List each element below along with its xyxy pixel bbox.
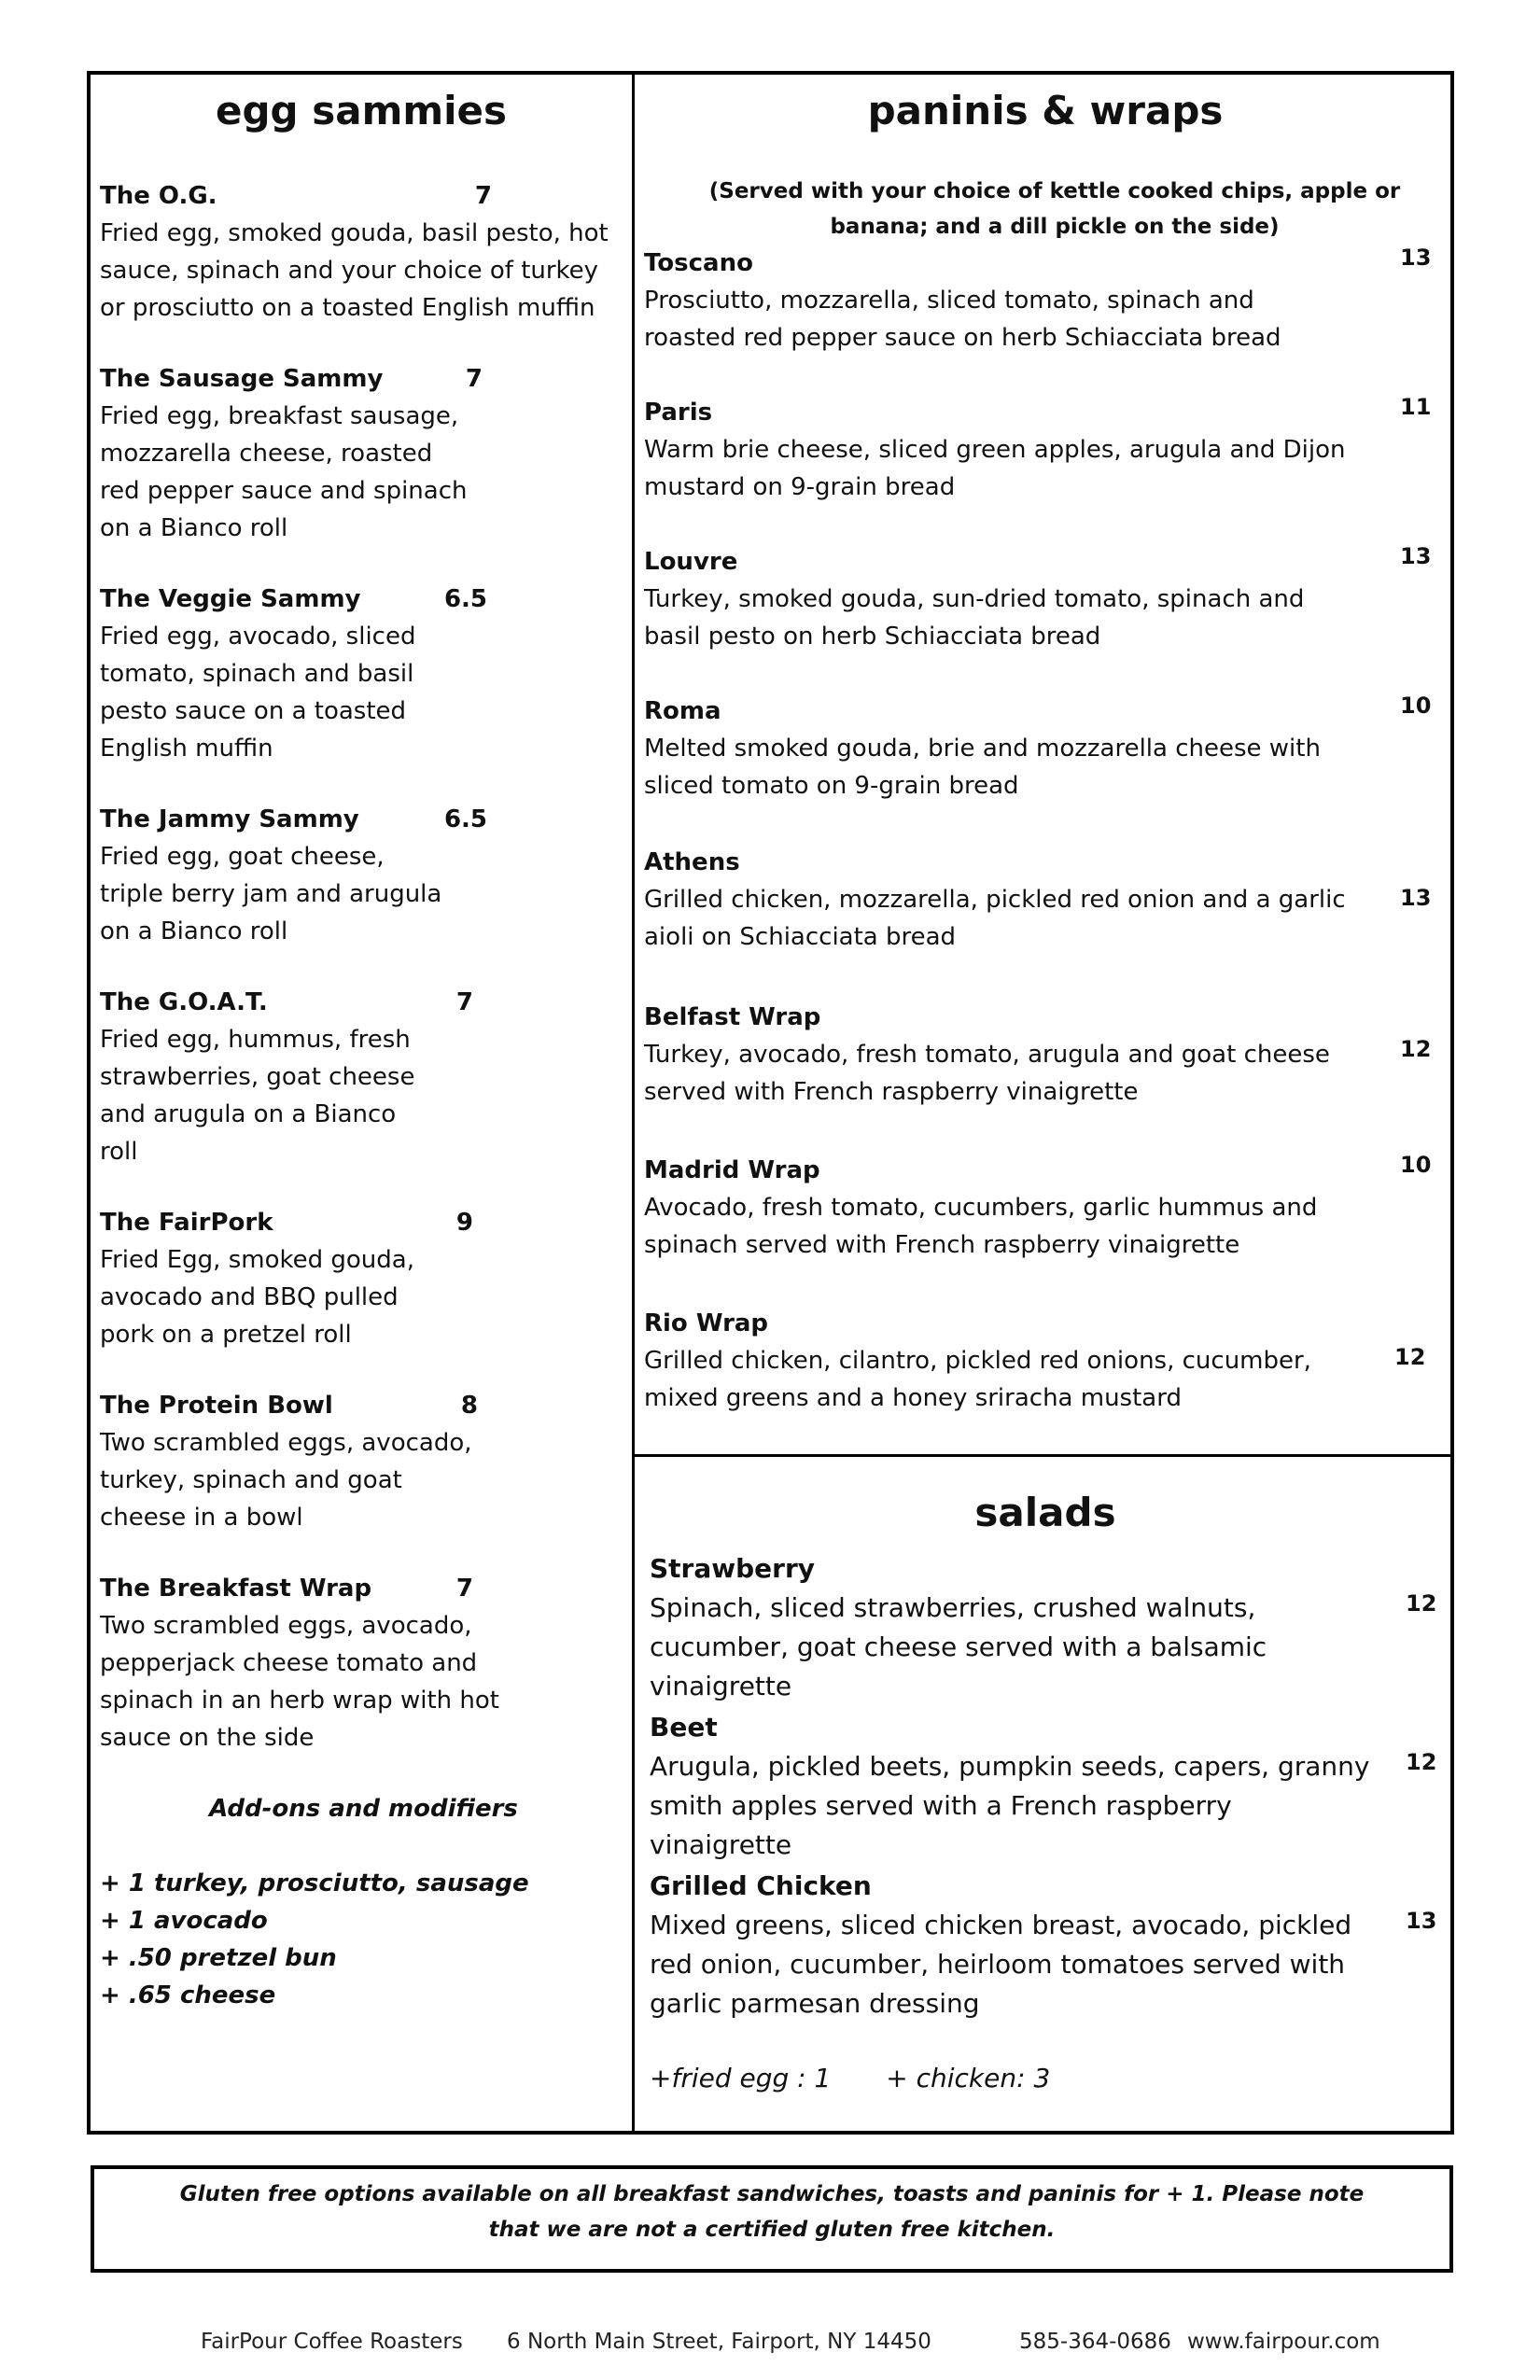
- item-name: Roma: [644, 697, 721, 725]
- item-description: Grilled chicken, cilantro, pickled red onions, cucumber, mixed greens and a honey sriracha mustard: [644, 1347, 1311, 1412]
- item-name: Louvre: [644, 548, 738, 576]
- item-description: Fried egg, breakfast sausage, mozzarella cheese, roasted red pepper sauce and spinach on a Bianco roll: [100, 402, 468, 542]
- menu-item: [100, 177, 627, 327]
- item-price: 12: [1394, 1344, 1426, 1370]
- menu-item: [100, 1204, 627, 1353]
- item-description: Spinach, sliced strawberries, crushed walnuts, cucumber, goat cheese served with a balsamic vinaigrette: [650, 1592, 1267, 1701]
- item-name: The G.O.A.T.: [100, 988, 268, 1016]
- item-description: Melted smoked gouda, brie and mozzarella cheese with sliced tomato on 9-grain bread: [644, 735, 1321, 800]
- item-description: Grilled chicken, mozzarella, pickled red onion and a garlic aioli on Schiacciata bread: [644, 886, 1346, 951]
- item-price: 7: [455, 1575, 473, 1603]
- salad-item: [650, 1708, 1452, 1865]
- item-description: Fried egg, avocado, sliced tomato, spinach and basil pesto sauce on a toasted English muffin: [100, 623, 416, 763]
- item-description: Arugula, pickled beets, pumpkin seeds, capers, granny smith apples served with a French raspberry vinaigrette: [650, 1751, 1370, 1860]
- egg-sammies-title: egg sammies: [216, 88, 507, 133]
- item-price: 11: [1400, 394, 1432, 420]
- item-description: Fried egg, smoked gouda, basil pesto, hot sauce, spinach and your choice of turkey or prosciutto on a toasted English muffin: [100, 219, 609, 322]
- menu-item: [100, 984, 627, 1170]
- panini-item: [644, 245, 1447, 357]
- addon-item: + .65 cheese: [100, 1981, 276, 2009]
- gluten-free-note: [91, 2165, 1453, 2273]
- menu-box: [87, 71, 1454, 2135]
- item-description: Turkey, avocado, fresh tomato, arugula and goat cheese served with French raspberry vinaigrette: [644, 1041, 1330, 1106]
- item-price: 13: [1400, 885, 1432, 911]
- panini-item: [644, 543, 1447, 655]
- item-name: The Veggie Sammy: [100, 585, 361, 613]
- menu-item: [100, 581, 627, 767]
- item-price: 13: [1400, 543, 1432, 569]
- salad-item: [650, 1867, 1452, 2023]
- footer-website[interactable]: www.fairpour.com: [1187, 2330, 1380, 2354]
- item-name: The FairPork: [100, 1209, 273, 1237]
- item-name: Belfast Wrap: [644, 1003, 821, 1031]
- item-description: Fried Egg, smoked gouda, avocado and BBQ pulled pork on a pretzel roll: [100, 1246, 414, 1349]
- item-description: Two scrambled eggs, avocado, pepperjack cheese tomato and spinach in an herb wrap with hot sauce on the side: [100, 1612, 499, 1752]
- item-description: Prosciutto, mozzarella, sliced tomato, spinach and roasted red pepper sauce on herb Schiacciata bread: [644, 287, 1281, 352]
- item-name: The Sausage Sammy: [100, 365, 384, 393]
- addon-item: + 1 turkey, prosciutto, sausage: [100, 1869, 529, 1897]
- panini-item: [644, 693, 1447, 805]
- panini-item: [644, 1305, 1447, 1417]
- salads-title: salads: [974, 1490, 1116, 1535]
- panini-item: [644, 999, 1447, 1111]
- item-price: 13: [1406, 1908, 1437, 1934]
- panini-item: [644, 844, 1447, 956]
- panini-item: [644, 394, 1447, 506]
- salad-item: [650, 1549, 1452, 1706]
- item-price: 12: [1406, 1749, 1437, 1775]
- item-name: Paris: [644, 399, 713, 427]
- item-name: The Breakfast Wrap: [100, 1575, 372, 1603]
- addon-item: + 1 avocado: [100, 1907, 268, 1935]
- paninis-title: paninis & wraps: [867, 88, 1224, 133]
- item-price: 8: [460, 1392, 478, 1420]
- menu-item: [100, 360, 627, 547]
- item-name: Grilled Chicken: [650, 1870, 872, 1901]
- column-divider: [632, 75, 635, 2131]
- menu-item: [100, 1570, 627, 1757]
- item-price: 6.5: [443, 805, 487, 833]
- item-price: 9: [455, 1209, 473, 1237]
- addons: [100, 1790, 627, 2014]
- item-price: 10: [1400, 693, 1432, 719]
- item-price: 7: [455, 988, 473, 1016]
- menu-item: [100, 801, 627, 950]
- item-price: 13: [1400, 245, 1432, 271]
- addons-title: Add-ons and modifiers: [209, 1795, 518, 1823]
- item-name: Athens: [644, 848, 740, 876]
- item-price: 12: [1406, 1590, 1437, 1617]
- salads-divider: [635, 1454, 1450, 1457]
- gluten-note-line2: that we are not a certified gluten free kitchen.: [488, 2218, 1056, 2242]
- footer-address: 6 North Main Street, Fairport, NY 14450: [507, 2330, 931, 2354]
- gluten-note-line1: Gluten free options available on all breakfast sandwiches, toasts and paninis for + 1. Please note: [179, 2182, 1365, 2206]
- salad-extras: [650, 2063, 1452, 2093]
- item-price: 7: [474, 182, 492, 210]
- item-price: 7: [465, 365, 483, 393]
- footer-phone: 585-364-0686: [1019, 2330, 1171, 2354]
- panini-item: [644, 1152, 1447, 1264]
- item-description: Fried egg, goat cheese, triple berry jam and arugula on a Bianco roll: [100, 843, 442, 945]
- item-name: Madrid Wrap: [644, 1156, 820, 1184]
- item-description: Fried egg, hummus, fresh strawberries, goat cheese and arugula on a Bianco roll: [100, 1026, 415, 1166]
- footer-business-name: FairPour Coffee Roasters: [201, 2330, 463, 2354]
- addon-item: + .50 pretzel bun: [100, 1944, 337, 1972]
- item-description: Mixed greens, sliced chicken breast, avocado, pickled red onion, cucumber, heirloom tomatoes served with garlic parmesan dressing: [650, 1910, 1352, 2019]
- item-name: Rio Wrap: [644, 1309, 769, 1337]
- paninis-note: (Served with your choice of kettle cooked chips, apple or banana; and a dill pickle on the side): [708, 179, 1401, 239]
- item-description: Two scrambled eggs, avocado, turkey, spinach and goat cheese in a bowl: [100, 1429, 472, 1532]
- item-price: 6.5: [443, 585, 487, 613]
- extra-egg: +fried egg : 1: [650, 2063, 832, 2093]
- item-name: Strawberry: [650, 1553, 816, 1584]
- item-description: Warm brie cheese, sliced green apples, arugula and Dijon mustard on 9-grain bread: [644, 436, 1346, 501]
- item-price: 10: [1400, 1152, 1432, 1178]
- item-name: Beet: [650, 1712, 718, 1743]
- menu-item: [100, 1387, 627, 1536]
- item-description: Turkey, smoked gouda, sun-dried tomato, spinach and basil pesto on herb Schiacciata bread: [644, 585, 1305, 651]
- item-name: The O.G.: [100, 182, 217, 210]
- item-description: Avocado, fresh tomato, cucumbers, garlic hummus and spinach served with French raspberry vinaigrette: [644, 1194, 1318, 1259]
- egg-sammies-list: [100, 177, 627, 2014]
- item-name: The Jammy Sammy: [100, 805, 359, 833]
- item-price: 12: [1400, 1036, 1432, 1062]
- item-name: Toscano: [644, 249, 753, 277]
- item-name: The Protein Bowl: [100, 1392, 333, 1420]
- extra-chicken: + chicken: 3: [886, 2063, 1051, 2093]
